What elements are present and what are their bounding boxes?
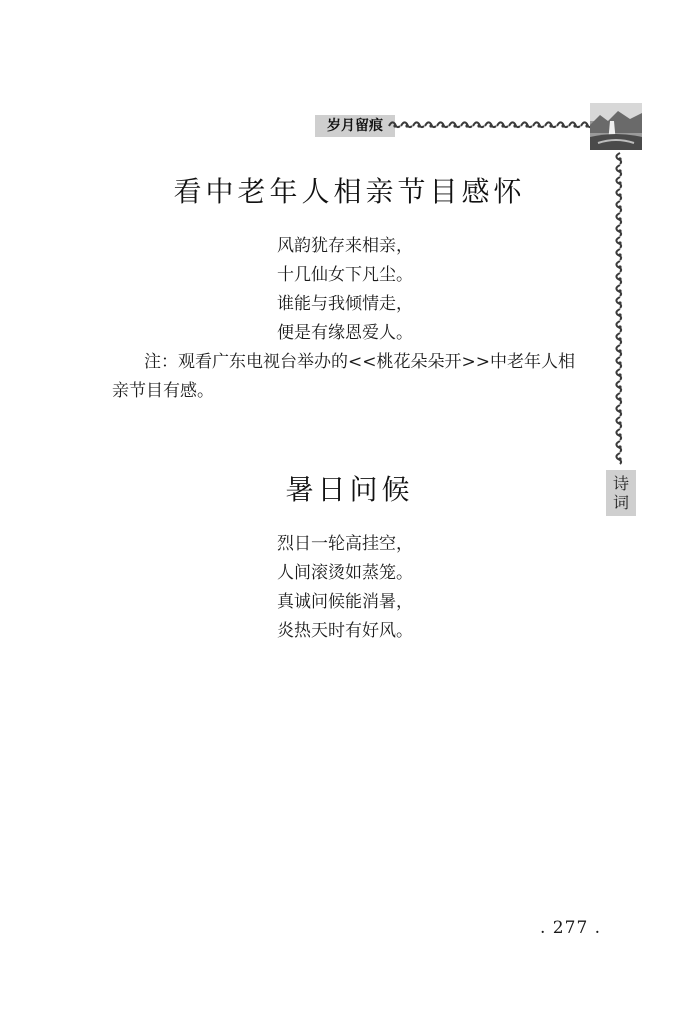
category-char-2: 词 — [612, 493, 629, 512]
category-char-1: 诗 — [612, 474, 629, 493]
poem1-line-3: 谁能与我倾情走， — [277, 294, 413, 314]
poem2-line-1: 烈日一轮高挂空， — [277, 534, 413, 554]
landscape-photo-icon — [590, 103, 642, 150]
page-number: . 277 . — [540, 918, 602, 938]
poem2-line-4: 炎热天时有好风。 — [277, 621, 413, 641]
poem2-title: 暑日问候 — [285, 473, 414, 506]
poem1-line-4: 便是有缘恩爱人。 — [277, 323, 413, 343]
section-header-tab: 岁月留痕 — [315, 115, 395, 137]
poem2-line-2: 人间滚烫如蒸笼。 — [277, 563, 413, 583]
poem2-verse — [277, 530, 413, 646]
poem1-verse — [277, 232, 413, 348]
poem1-note — [112, 348, 592, 406]
poem1-title: 看中老年人相亲节目感怀 — [173, 175, 526, 208]
poem1-note-line-1: 注：观看广东电视台举办的<<桃花朵朵开>>中老年人相 — [144, 352, 575, 372]
poem1-line-1: 风韵犹存来相亲， — [277, 236, 413, 256]
poem1-line-2: 十几仙女下凡尘。 — [277, 265, 413, 285]
poem1-note-line-2: 亲节目有感。 — [112, 381, 214, 401]
horizontal-scroll-ornament — [388, 118, 593, 134]
poem2-line-3: 真诚问候能消暑， — [277, 592, 413, 612]
